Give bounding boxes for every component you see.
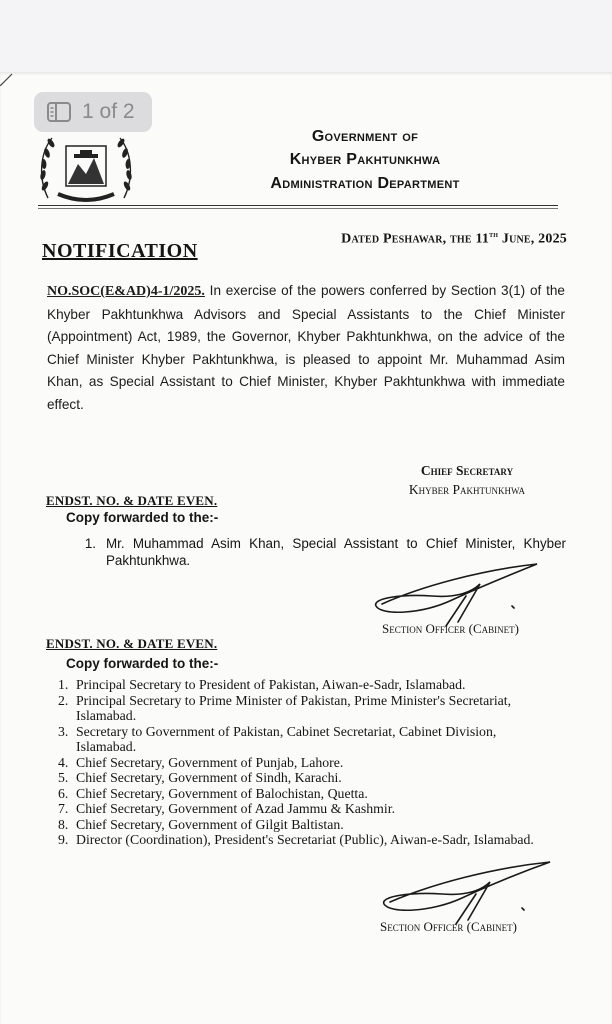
list-item-number: 1. bbox=[84, 536, 96, 551]
dated-sup: th bbox=[489, 229, 499, 239]
list-item bbox=[58, 693, 538, 724]
copy-forwarded-label-2: Copy forwarded to the:- bbox=[66, 656, 219, 671]
list-item-number: 1. bbox=[58, 677, 69, 692]
list-item-text: Mr. Muhammad Asim Khan, Special Assistant to Chief Minister, Khyber Pakhtunkhwa. bbox=[106, 536, 566, 568]
dated-line bbox=[341, 229, 567, 248]
header-rule-thin bbox=[38, 208, 558, 209]
section-officer-2: Section Officer (Cabinet) bbox=[380, 919, 517, 934]
header-rule bbox=[38, 205, 558, 206]
list-item bbox=[58, 724, 538, 755]
header-department: Administration Department bbox=[270, 175, 460, 192]
notification-title: NOTIFICATION bbox=[42, 240, 198, 262]
list-item-text: Chief Secretary, Government of Punjab, Lahore. bbox=[76, 754, 344, 770]
page-indicator-text: 1 of 2 bbox=[82, 100, 135, 123]
list-item bbox=[58, 832, 538, 848]
list-item bbox=[58, 770, 538, 786]
list-item-text: Chief Secretary, Government of Gilgit Baltistan. bbox=[76, 816, 344, 832]
header-government-of: Government of bbox=[311, 128, 419, 145]
dated-prefix: Dated Peshawar, the 11 bbox=[341, 231, 490, 247]
notification-text: In exercise of the powers conferred by Section 3(1) of the Khyber Pakhtunkhwa Advisors and Special Assistants to the Chief Minister (Appointment) Act, 1989, the Governor, Khyber Pakhtunkhwa, on the advice of the Chief Minister Khyber Pakhtunkhwa, is pleased to appoint Mr. Muhammad Asim Khan, as Special Assistant to Chief Minister, Khyber Pakhtunkhwa with immediate effect. bbox=[47, 283, 565, 412]
list-item-number: 3. bbox=[58, 723, 69, 739]
notification-reference: NO.SOC(E&AD)4-1/2025. bbox=[47, 284, 205, 299]
endorsement-heading-1: ENDST. NO. & DATE EVEN. bbox=[46, 493, 218, 508]
endorsement-heading-2: ENDST. NO. & DATE EVEN. bbox=[46, 636, 218, 651]
signatory-place: Khyber Pakhtunkhwa bbox=[408, 482, 526, 497]
list-item bbox=[58, 817, 538, 833]
list-item-number: 4. bbox=[58, 754, 69, 770]
list-item-number: 7. bbox=[58, 801, 69, 816]
list-item-number: 5. bbox=[58, 770, 69, 785]
copy-forwarded-label-1: Copy forwarded to the:- bbox=[66, 510, 219, 525]
list-item bbox=[58, 755, 538, 771]
section-officer-1: Section Officer (Cabinet) bbox=[382, 621, 519, 636]
notification-body bbox=[47, 280, 565, 416]
viewer-top-bar bbox=[0, 0, 612, 72]
list-item-text: Chief Secretary, Government of Sindh, Karachi. bbox=[76, 770, 342, 785]
list-item-text: Director (Coordination), President's Secretariat (Public), Aiwan-e-Sadr, Islamabad. bbox=[76, 832, 534, 847]
page-corner-icon bbox=[0, 72, 14, 86]
page-indicator[interactable] bbox=[34, 92, 152, 132]
distribution-list-2 bbox=[58, 677, 538, 848]
list-item bbox=[58, 786, 538, 802]
chief-secretary-signatory bbox=[392, 461, 542, 499]
list-item-number: 6. bbox=[58, 785, 69, 801]
page-view-icon bbox=[46, 101, 72, 123]
list-item-number: 2. bbox=[58, 692, 69, 708]
signatory-title: Chief Secretary bbox=[420, 463, 514, 478]
list-item-number: 8. bbox=[58, 816, 69, 832]
list-item-text: Chief Secretary, Government of Azad Jammu & Kashmir. bbox=[76, 801, 396, 816]
list-item-text: Chief Secretary, Government of Balochistan, Quetta. bbox=[76, 785, 368, 801]
dated-suffix: June, 2025 bbox=[498, 231, 567, 247]
header-province: Khyber Pakhtunkhwa bbox=[289, 151, 441, 168]
list-item-text: Principal Secretary to President of Pakistan, Aiwan-e-Sadr, Islamabad. bbox=[76, 677, 466, 692]
list-item-number: 9. bbox=[58, 832, 69, 847]
kp-government-emblem bbox=[36, 128, 136, 210]
list-item bbox=[58, 801, 538, 817]
list-item-text: Principal Secretary to Prime Minister of Pakistan, Prime Minister's Secretariat, Islamabad. bbox=[76, 692, 512, 723]
list-item-text: Secretary to Government of Pakistan, Cabinet Secretariat, Cabinet Division, Islamabad. bbox=[76, 723, 497, 754]
list-item bbox=[58, 677, 538, 693]
